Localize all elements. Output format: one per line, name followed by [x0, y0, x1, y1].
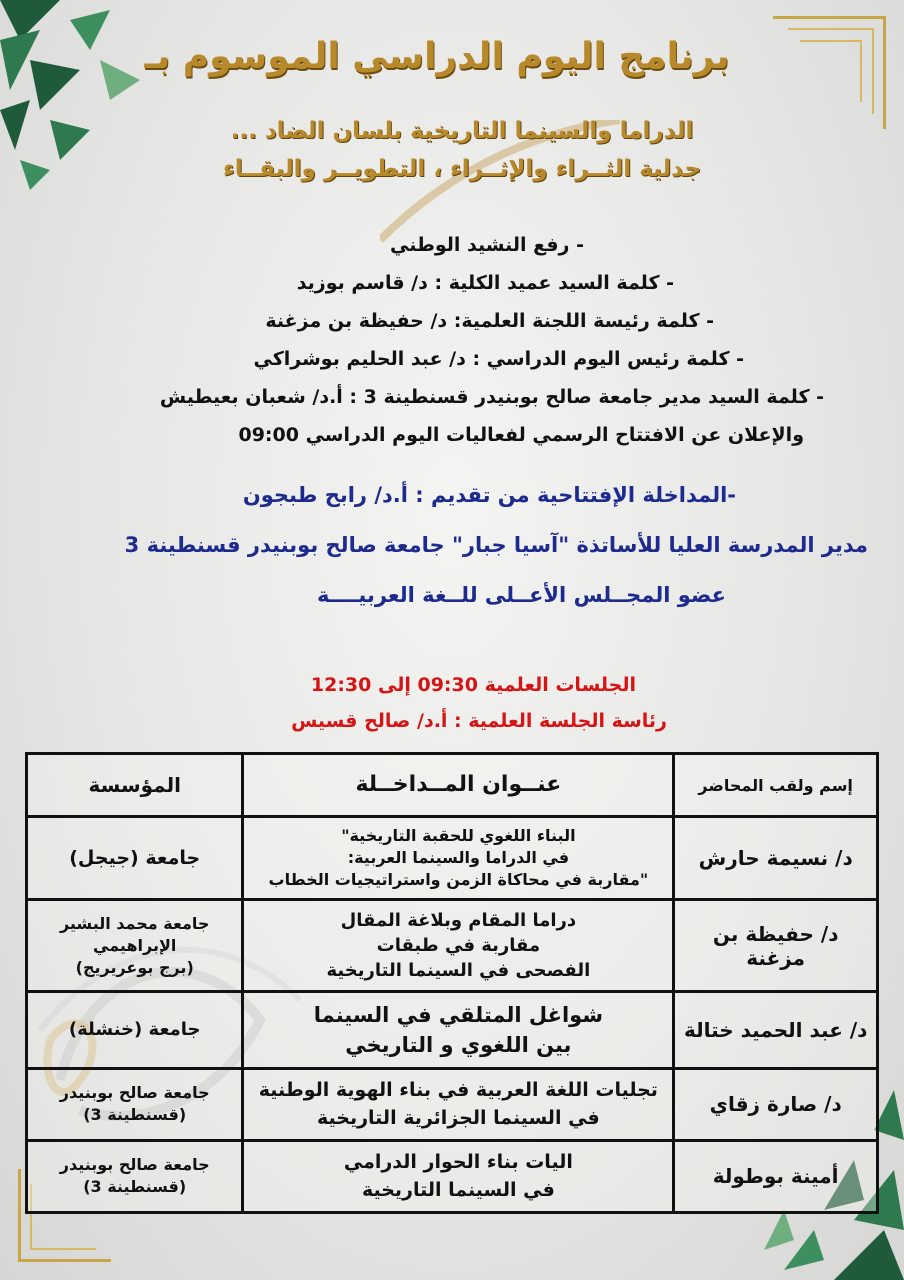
agenda-item: والإعلان عن الافتتاح الرسمي لفعاليات اليوم الدراسي 09:00 [238, 424, 804, 446]
header-lecture-title: عنــوان المــداخــلة [243, 754, 674, 817]
opening-lecture-line-3: عضو المجــلس الأعــلى للــغة العربيــــة [316, 583, 726, 607]
institution: جامعة محمد البشير الإبراهيمي (برج بوعريريج) [27, 899, 243, 992]
opening-lecture-line-2: مدير المدرسة العليا للأساتذة "آسيا جبار" جامعة صالح بوبنيدر قسنطينة 3 [124, 533, 868, 557]
table-row [27, 992, 878, 1068]
gold-corner-frame-inner-small [800, 40, 862, 102]
lecturer-name: د/ صارة زقاي [674, 1068, 878, 1140]
subtitle-line-2: جدلية الثــراء والإثــراء ، التطويــر والبقــاء [222, 156, 702, 182]
subtitle-line-1: الدراما والسينما التاريخية بلسان الضاد ... [230, 118, 694, 144]
lecturer-name: د/ حفيظة بن مزغنة [674, 899, 878, 992]
table-row [27, 817, 878, 900]
table-row [27, 1140, 878, 1212]
agenda-item: - كلمة السيد عميد الكلية : د/ قاسم بوزيد [296, 272, 674, 294]
page-title: برنامج اليوم الدراسي الموسوم بـ [144, 36, 730, 77]
sessions-time: الجلسات العلمية 09:30 إلى 12:30 [310, 674, 636, 696]
institution: جامعة صالح بوبنيدر (قسنطينة 3) [27, 1140, 243, 1212]
lecture-title: شواغل المتلقي في السينما بين اللغوي و التاريخي [243, 992, 674, 1068]
lectures-table [25, 752, 879, 1214]
lecture-title: البناء اللغوي للحقبة التاريخية" في الدراما والسينما العربية: "مقاربة في محاكاة الزمن واستراتيجيات الخطاب [243, 817, 674, 900]
agenda-item: - رفع النشيد الوطني [390, 234, 584, 256]
lecture-title: تجليات اللغة العربية في بناء الهوية الوطنية في السينما الجزائرية التاريخية [243, 1068, 674, 1140]
opening-agenda [60, 226, 824, 454]
sessions-chair: رئاسة الجلسة العلمية : أ.د/ صالح قسيس [291, 710, 667, 732]
header-lecturer-name: إسم ولقب المحاضر [674, 754, 878, 817]
lecture-title: اليات بناء الحوار الدرامي في السينما التاريخية [243, 1140, 674, 1212]
institution: جامعة (جيجل) [27, 817, 243, 900]
opening-lecture-line-1: -المداخلة الإفتتاحية من تقديم : أ.د/ رابح طبجون [242, 483, 736, 507]
green-shards-top-left [0, 0, 150, 190]
lecturer-name: د/ عبد الحميد ختالة [674, 992, 878, 1068]
agenda-item: - كلمة رئيس اليوم الدراسي : د/ عبد الحليم بوشراكي [253, 348, 744, 370]
lecturer-name: أمينة بوطولة [674, 1140, 878, 1212]
header-institution: المؤسسة [27, 754, 243, 817]
lecturer-name: د/ نسيمة حارش [674, 817, 878, 900]
table-header-row [27, 754, 878, 817]
table-row [27, 1068, 878, 1140]
table-row [27, 899, 878, 992]
agenda-item: - كلمة رئيسة اللجنة العلمية: د/ حفيظة بن مزغنة [265, 310, 714, 332]
institution: جامعة (خنشلة) [27, 992, 243, 1068]
institution: جامعة صالح بوبنيدر (قسنطينة 3) [27, 1068, 243, 1140]
agenda-item: - كلمة السيد مدير جامعة صالح بوبنيدر قسنطينة 3 : أ.د/ شعبان بعيطيش [159, 386, 824, 408]
lecture-title: دراما المقام وبلاغة المقال مقاربة في طبقات الفصحى في السينما التاريخية [243, 899, 674, 992]
